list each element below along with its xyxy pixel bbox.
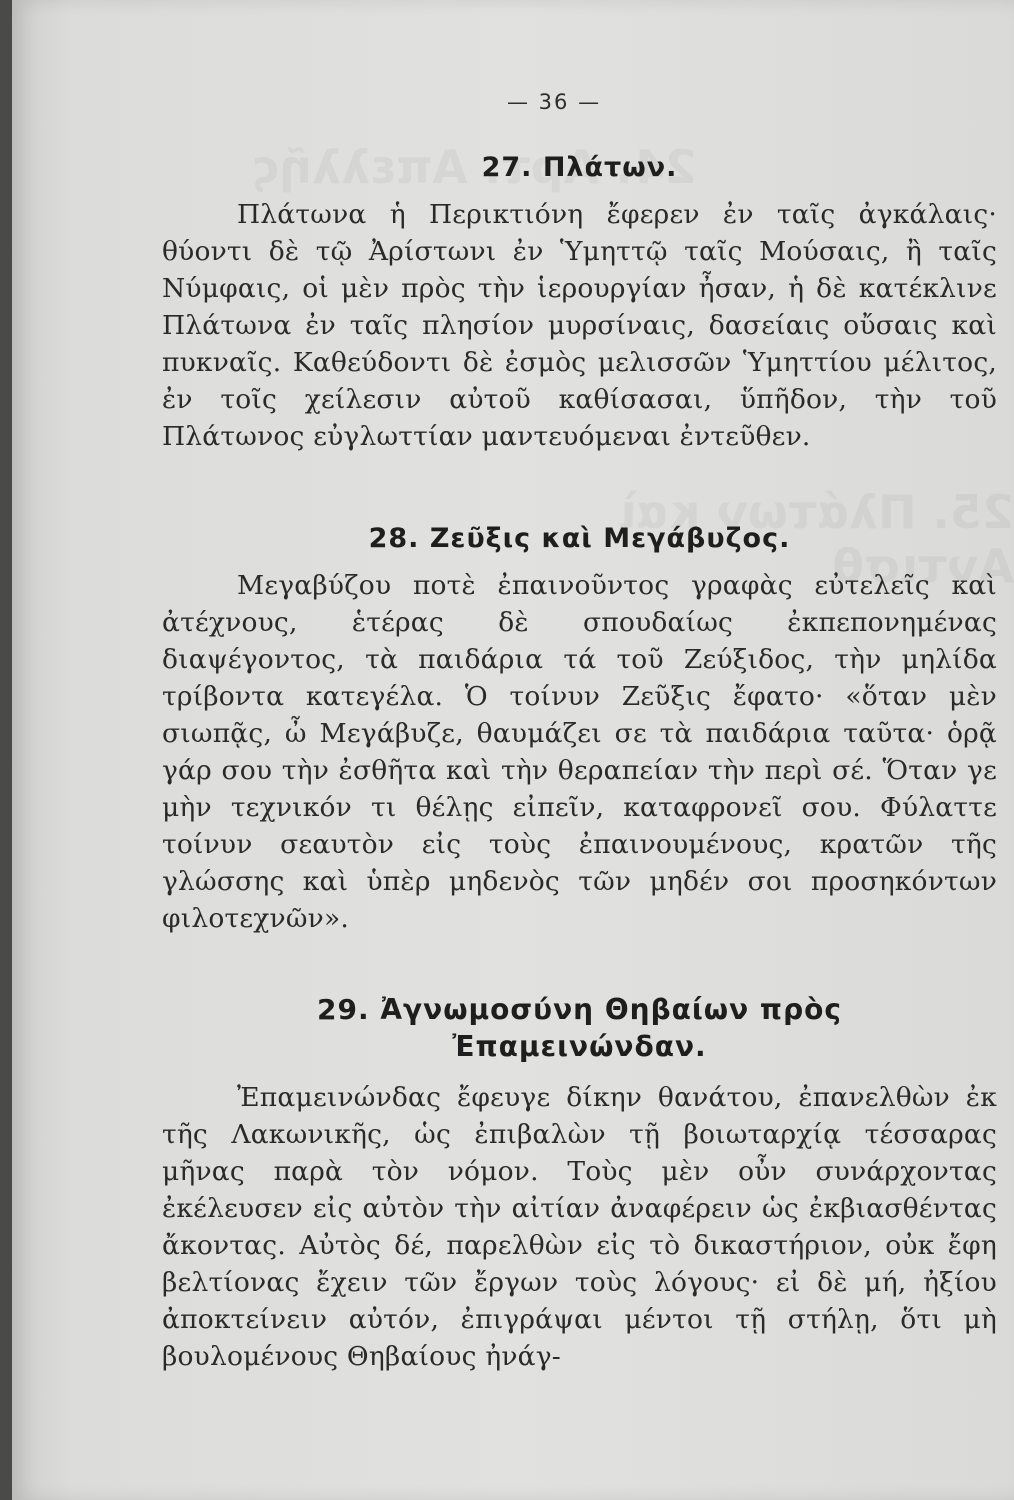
section-heading-29-line2: Ἐπαμεινώνδαν. (452, 1030, 707, 1063)
section-heading-27: 27. Πλάτων. (481, 152, 678, 183)
section-heading-28: 28. Ζεῦξις καὶ Μεγάβυζος. (368, 523, 791, 554)
section-paragraph-28: Μεγαβύζου ποτὲ ἐπαινοῦντος γραφὰς εὐτελεῖς καὶ ἀτέχνους, ἑτέρας δὲ σπουδαίως ἐκπεπονημένας διαψέγοντος, τὰ παιδάρια τά τοῦ Ζεύξιδος, τὴν μηλίδα τρίβοντα κατεγέλα. Ὁ τοίνυν Ζεῦξις ἔφατο· «ὅταν μὲν σιωπᾷς, ὦ Μεγάβυζε, θαυμάζει σε τὰ παιδάρια ταῦτα· ὁρᾷ γάρ σου τὴν ἐσθῆτα καὶ τὴν θεραπείαν τὴν περὶ σέ. Ὅταν γε μὴν τεχνικόν τι θέλῃς εἰπεῖν, καταφρονεῖ σου. Φύλαττε τοίνυν σεαυτὸν εἰς τοὺς ἐπαινουμένους, κρατῶν τῆς γλώσσης καὶ ὑπὲρ μηδενὸς τῶν μηδέν σοι προσηκόντων φιλοτεχνῶν». (162, 570, 997, 934)
book-page (12, 0, 1014, 1500)
section-heading-29-line1: 29. Ἀγνωμοσύνη Θηβαίων πρὸς (317, 993, 842, 1026)
page-number: — 36 — (507, 90, 602, 114)
section-paragraph-27: Πλάτωνα ἡ Περικτιόνη ἔφερεν ἐν ταῖς ἀγκάλαις· θύοντι δὲ τῷ Ἀρίστωνι ἐν Ὑμηττῷ ταῖς Μούσαις, ἢ ταῖς Νύμφαις, οἱ μὲν πρὸς τὴν ἱερουργίαν ἦσαν, ἡ δὲ κατέκλινε Πλάτωνα ἐν ταῖς πλησίον μυρσίναις, δασείαις οὔσαις καὶ πυκναῖς. Καθεύδοντι δὲ ἐσμὸς μελισσῶν Ὑμηττίου μέλιτος, ἐν τοῖς χείλεσιν αὐτοῦ καθίσασαι, ὕπῆδον, τὴν τοῦ Πλάτωνος εὐγλωττίαν μαντευόμεναι ἐντεῦθεν. (162, 199, 997, 452)
section-paragraph-29: Ἐπαμεινώνδας ἔφευγε δίκην θανάτου, ἐπανελθὼν ἐκ τῆς Λακωνικῆς, ὡς ἐπιβαλὼν τῇ βοιωταρχίᾳ τέσσαρας μῆνας παρὰ τὸν νόμον. Τοὺς μὲν οὖν συνάρχοντας ἐκέλευσεν εἰς αὐτὸν τὴν αἰτίαν ἀναφέρειν ὡς ἐκβιασθέντας ἄκοντας. Αὐτὸς δέ, παρελθὼν εἰς τὸ δικαστήριον, οὐκ ἔφη βελτίονας ἔχειν τῶν ἔργων τοὺς λόγους· εἰ δὲ μή, ἠξίου ἀποκτείνειν αὐτόν, ἐπιγράψαι μέντοι τῇ στήλῃ, ὅτι μὴ βουλομένους Θηβαίους ἠνάγ- (162, 1082, 997, 1372)
